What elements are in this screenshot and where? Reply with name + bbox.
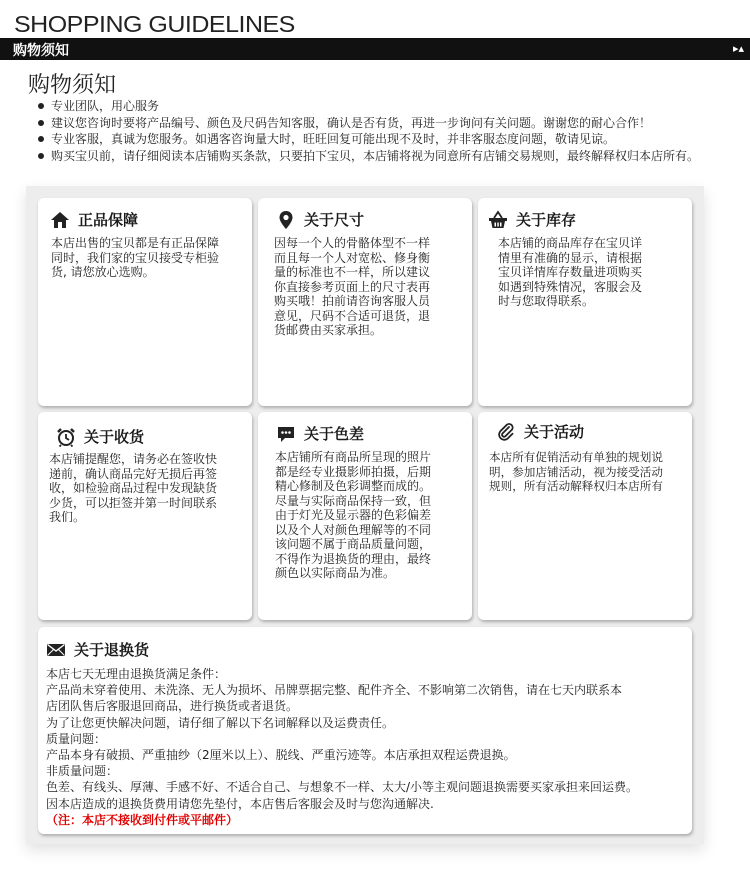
card-stock-body: 本店铺的商品库存在宝贝详 情里有准确的显示，请根据 宝贝详情库存数量进项购买 如遇到特殊情况，客服会及 时与您取得联系。 xyxy=(498,236,643,308)
basket-icon xyxy=(488,210,508,230)
card-title-text: 关于活动 xyxy=(524,423,585,441)
map-pin-icon xyxy=(276,210,296,230)
notes-list xyxy=(36,98,716,164)
card-genuine-title xyxy=(50,209,138,230)
card-receipt xyxy=(38,412,252,620)
card-color xyxy=(258,412,472,620)
envelope-icon xyxy=(46,640,66,660)
card-events-title xyxy=(496,421,584,442)
card-title-text: 关于尺寸 xyxy=(304,211,365,229)
paperclip-icon xyxy=(496,422,516,442)
card-color-body: 本店铺所有商品所呈现的照片 都是经专业摄影师拍摄，后期 精心修制及色彩调整而成的。 尽量与实际商品保持一致，但 由于灯光及显示器的色彩偏差 以及个人对颜色理解等的不同 该问题不属于商品质量问题， 不得作为退换货的理由，最终 颜色以实际商品为准。 xyxy=(275,450,432,580)
card-title-text: 正品保障 xyxy=(78,211,139,229)
card-size-body: 因每一个人的骨骼体型不一样 而且每一个人对宽松、修身衡 量的标准也不一样，所以建议 你直接参考页面上的尺寸表再 购买哦！拍前请咨询客服人员 意见，尺码不合适可退货，退 货邮费由买家承担。 xyxy=(274,236,431,337)
corner-mark-icon: ▸▴ xyxy=(732,42,744,55)
returns-line: 产品本身有破损、严重抽纱（2厘米以上）、脱线、严重污迹等。本店承担双程运费退换。 xyxy=(46,748,516,763)
card-color-title xyxy=(276,423,364,444)
returns-line: 产品尚未穿着使用、未洗涤、无人为损坏、吊牌票据完整、配件齐全、不影响第二次销售，请在七天内联系本 xyxy=(46,683,623,698)
card-returns-title xyxy=(46,639,149,660)
note-item: 建议您咨询时要将产品编号、颜色及尺码告知客服，确认是否有货，再进一步询问有关问题。谢谢您的耐心合作！ xyxy=(36,115,716,132)
card-receipt-title xyxy=(56,426,144,447)
note-item: 专业团队，用心服务 xyxy=(36,98,716,115)
note-item: 购买宝贝前，请仔细阅读本店铺购买条款，只要拍下宝贝，本店铺将视为同意所有店铺交易规则，最终解释权归本店所有。 xyxy=(36,148,716,165)
card-stock xyxy=(478,198,692,406)
page-title: 购物须知 xyxy=(28,73,117,98)
returns-body xyxy=(46,666,638,828)
card-receipt-body: 本店铺提醒您，请务必在签收快 递前，确认商品完好无损后再签 收，如检验商品过程中发现缺货 少货，可以拒签并第一时间联系 我们。 xyxy=(49,452,218,524)
card-size xyxy=(258,198,472,406)
card-genuine-body: 本店出售的宝贝都是有正品保障 同时，我们家的宝贝接受专柜验 货, 请您放心选购。 xyxy=(51,236,220,279)
note-item: 专业客服，真诚为您服务。如遇客咨询量大时，旺旺回复可能出现不及时，并非客服态度问题，敬请见谅。 xyxy=(36,131,716,148)
returns-line: 因本店造成的退换货费用请您先垫付，本店售后客服会及时与您沟通解决. xyxy=(46,796,434,811)
returns-line: 色差、有线头、厚薄、手感不好、不适合自己、与想象不一样、太大/小等主观问题退换需要买家承担来回运费。 xyxy=(46,780,639,795)
returns-line: 为了让您更快解决问题，请仔细了解以下名词解释以及运费责任。 xyxy=(46,715,395,730)
header-bar-label: 购物须知 xyxy=(13,43,69,59)
alarm-clock-icon xyxy=(56,427,76,447)
card-events-body: 本店所有促销活动有单独的规划说 明，参加店铺活动，视为接受活动 规则，所有活动解释权归本店所有 xyxy=(489,450,663,493)
card-title-text: 关于收货 xyxy=(84,428,145,446)
returns-line: 店团队售后客服退回商品，进行换货或者退货。 xyxy=(46,699,299,714)
returns-line: 非质量问题： xyxy=(46,764,119,779)
card-events xyxy=(478,412,692,620)
chat-bubble-icon xyxy=(276,424,296,444)
card-size-title xyxy=(276,209,364,230)
card-title-text: 关于色差 xyxy=(304,425,365,443)
header-title-en: SHOPPING GUIDELINES xyxy=(14,12,295,38)
returns-note: （注：本店不接收到付件或平邮件） xyxy=(46,812,239,827)
home-icon xyxy=(50,210,70,230)
card-genuine xyxy=(38,198,252,406)
card-title-text: 关于库存 xyxy=(516,211,577,229)
returns-line: 质量问题： xyxy=(46,731,107,746)
header-bar xyxy=(0,38,750,60)
card-stock-title xyxy=(488,209,576,230)
returns-line: 本店七天无理由退换货满足条件： xyxy=(46,667,227,681)
card-title-text: 关于退换货 xyxy=(74,641,150,659)
